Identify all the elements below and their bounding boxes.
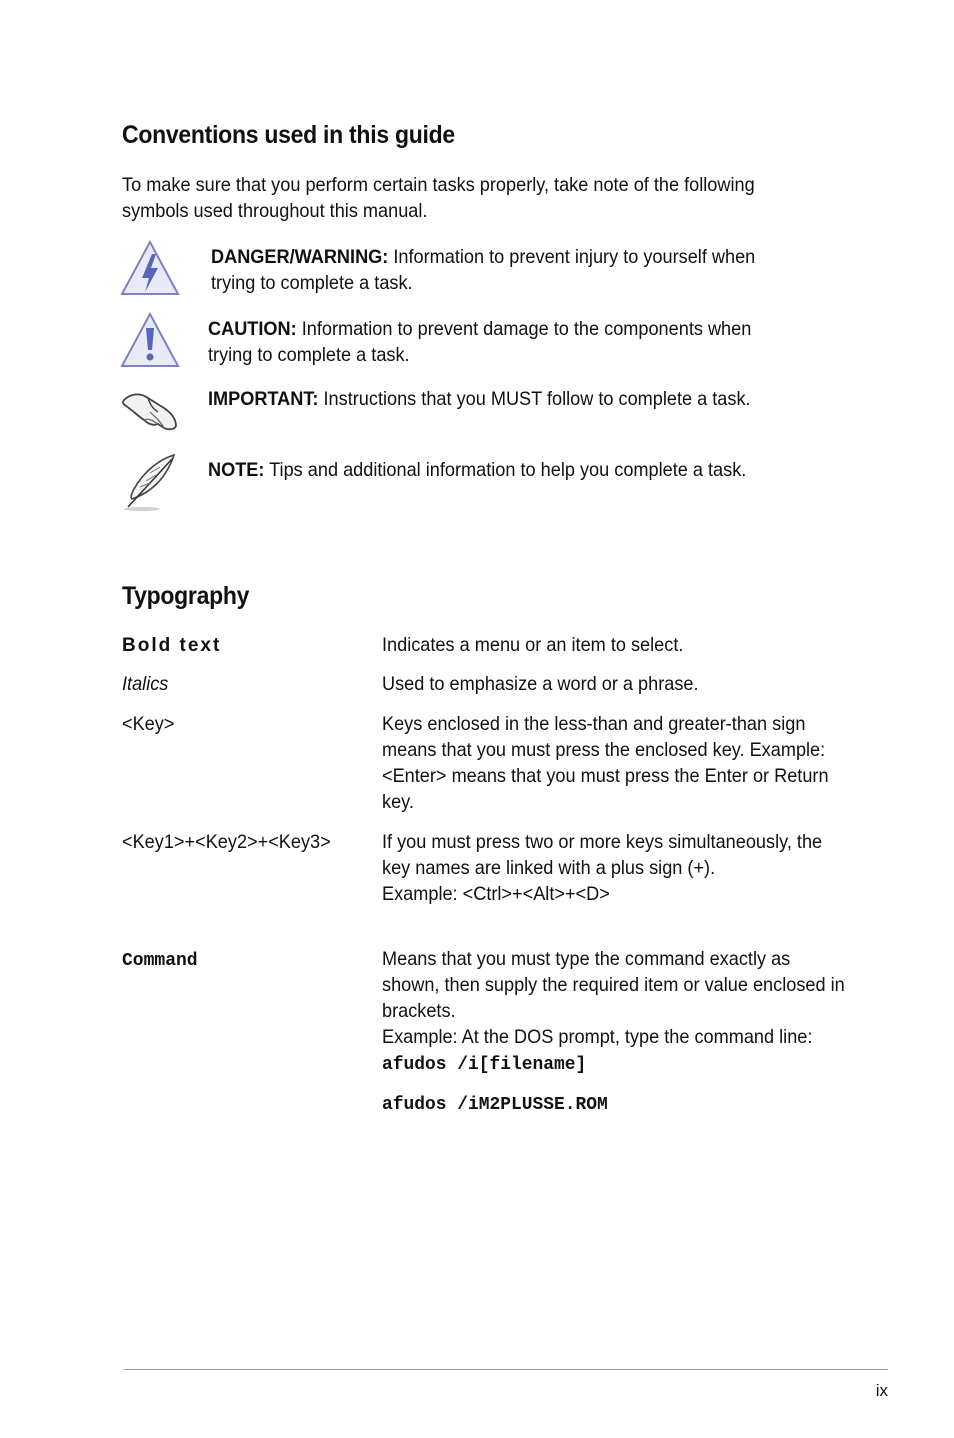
caution-label: CAUTION:: [208, 318, 297, 340]
footer-rule: [124, 1369, 888, 1370]
convention-important: [120, 386, 820, 450]
note-label: NOTE:: [208, 459, 265, 481]
code-line-2: afudos /iM2PLUSSE.ROM: [382, 1095, 608, 1115]
page-number: ix: [875, 1381, 888, 1400]
term-key: <Key>: [122, 713, 175, 735]
convention-danger: [120, 244, 820, 308]
term-command: Command: [122, 951, 198, 971]
danger-text: Information to prevent injury to yourself when trying to complete a task.: [211, 246, 756, 294]
danger-warning-icon: [120, 240, 180, 300]
caution-text: Information to prevent damage to the components when trying to complete a task.: [208, 318, 752, 366]
def-command: Means that you must type the command exactly as shown, then supply the required item or value enclosed in brackets.: [382, 948, 845, 1022]
important-label: IMPORTANT:: [208, 388, 319, 410]
def-key-combo-example: Example: <Ctrl>+<Alt>+<D>: [382, 883, 610, 905]
def-command-example: Example: At the DOS prompt, type the command line:: [382, 1026, 813, 1048]
convention-caution: [120, 316, 820, 380]
def-key: Keys enclosed in the less-than and greater-than sign means that you must press the enclosed key. Example: <Enter> means that you must press the Enter or Return key.: [382, 713, 829, 813]
term-key-combo: <Key1>+<Key2>+<Key3>: [122, 831, 331, 853]
danger-label: DANGER/WARNING:: [211, 246, 389, 268]
note-text: Tips and additional information to help you complete a task.: [269, 459, 747, 481]
term-bold: Bold text: [122, 635, 222, 656]
note-feather-icon: [120, 453, 180, 513]
code-line-1: afudos /i[filename]: [382, 1055, 587, 1075]
def-italics: Used to emphasize a word or a phrase.: [382, 673, 699, 695]
convention-note: [120, 457, 820, 521]
section-title-conventions: Conventions used in this guide: [122, 121, 455, 149]
def-key-combo: If you must press two or more keys simultaneously, the key names are linked with a plus sign (+).: [382, 831, 823, 879]
important-text: Instructions that you MUST follow to complete a task.: [323, 388, 751, 410]
conventions-intro: To make sure that you perform certain tasks properly, take note of the following symbols used throughout this manual.: [122, 174, 755, 222]
section-title-typography: Typography: [122, 582, 250, 610]
def-bold: Indicates a menu or an item to select.: [382, 634, 684, 656]
term-italics: Italics: [122, 673, 169, 695]
important-hand-icon: [120, 382, 180, 442]
caution-icon: [120, 312, 180, 372]
